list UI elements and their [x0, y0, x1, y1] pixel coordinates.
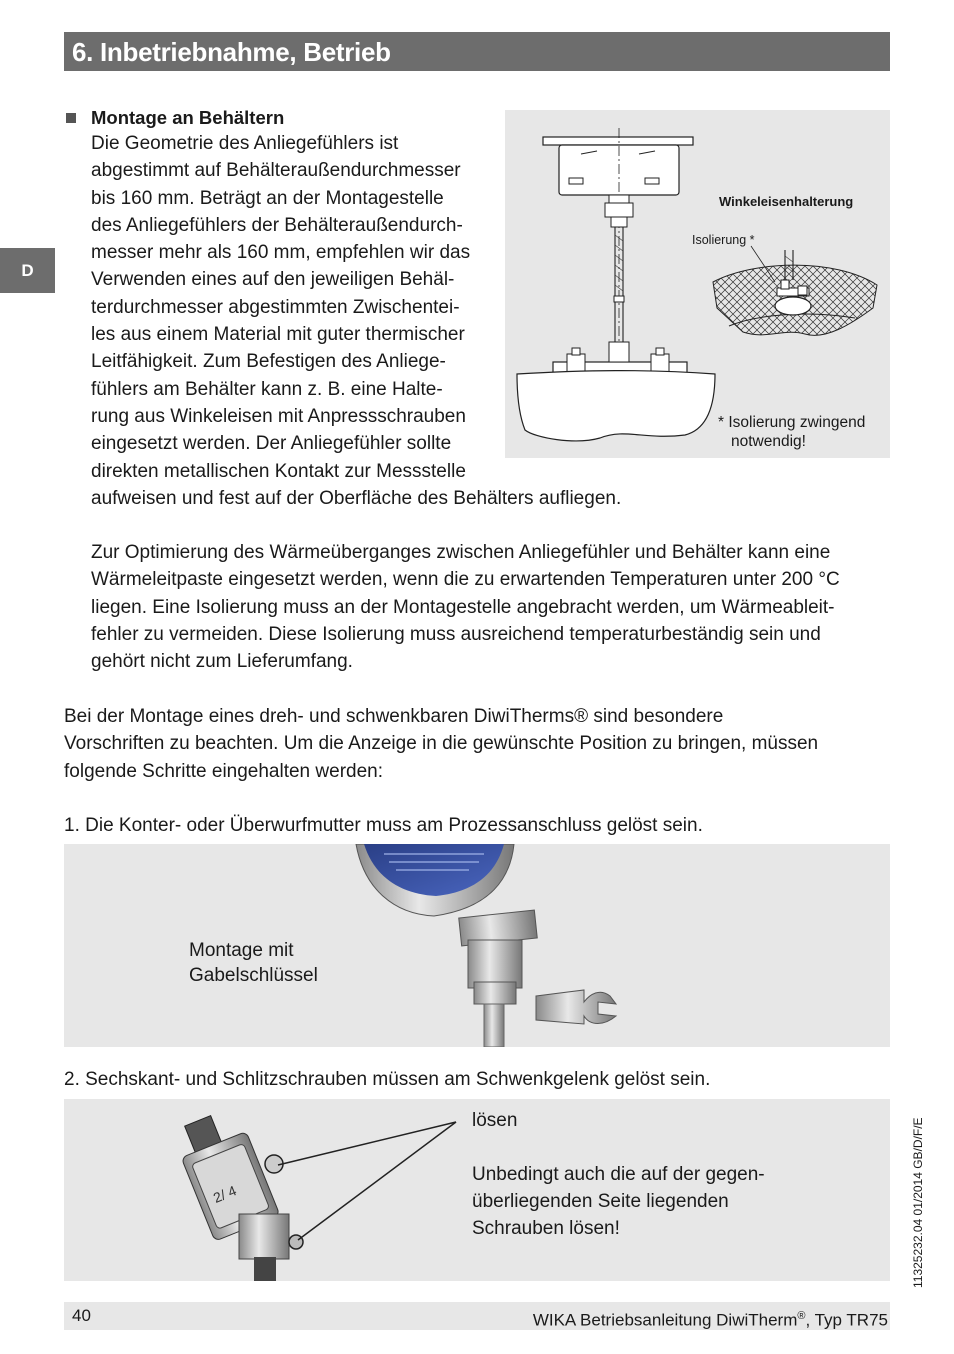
note-insulation-mandatory — [718, 413, 865, 451]
registered-mark: ® — [797, 1310, 806, 1322]
paragraph-heat-transfer — [91, 539, 840, 675]
text-line: Leitfähigkeit. Zum Befestigen des Anliege- — [91, 351, 446, 373]
text-line: des Anliegefühlers der Behälteraußendurch- — [91, 214, 463, 236]
wrench-caption — [189, 938, 318, 988]
note-line: Schrauben lösen! — [472, 1218, 620, 1239]
text-line: Bei der Montage eines dreh- und schwenkbaren DiwiTherms® sind besondere — [64, 706, 724, 727]
paragraph-swivel-instructions — [64, 703, 818, 785]
text-line: eingesetzt werden. Der Anliegefühler sollte — [91, 433, 452, 455]
text-line: Wärmeleitpaste eingesetzt werden, wenn die zu erwartenden Temperaturen unter 200 °C — [91, 569, 840, 591]
caption-line: Gabelschlüssel — [189, 965, 318, 986]
step-2-text: 2. Sechskant- und Schlitzschrauben müssen am Schwenkgelenk gelöst sein. — [64, 1069, 711, 1090]
text-line: abgestimmt auf Behälteraußendurchmesser — [91, 160, 461, 182]
svg-text:2/ 4: 2/ 4 — [210, 1182, 239, 1206]
text-line: les aus einem Material mit guter thermischer — [91, 324, 465, 346]
document-number: 11325232.04 01/2014 GB/D/F/E — [911, 1117, 925, 1288]
manual-title-prefix: WIKA Betriebsanleitung DiwiTherm — [532, 1310, 798, 1330]
language-tab — [0, 248, 55, 293]
note-line: * Isolierung zwingend — [718, 414, 866, 431]
text-line: direkten metallischen Kontakt zur Messstelle — [91, 460, 466, 482]
text-line: Vorschriften zu beachten. Um die Anzeige in die gewünschte Position zu bringen, müssen — [64, 733, 819, 755]
note-line: überliegenden Seite liegenden — [472, 1191, 729, 1212]
label-insulation: Isolierung * — [692, 233, 755, 247]
manual-title-suffix: , Typ TR75 — [805, 1310, 888, 1330]
text-line: folgende Schritte eingehalten werden: — [64, 760, 384, 782]
figure-wrench-mounting — [64, 844, 890, 1047]
text-line: Verwenden eines auf den jeweiligen Behäl- — [91, 269, 455, 291]
language-tab-label: D — [21, 261, 34, 280]
figure-vessel-mounting — [505, 110, 890, 458]
text-line: Zur Optimierung des Wärmeüberganges zwischen Anliegefühler und Behälter kann eine — [91, 542, 831, 563]
text-line: fehler zu vermeiden. Diese Isolierung muss ausreichend temperaturbeständig sein und — [91, 623, 821, 645]
page-title: 6. Inbetriebnahme, Betrieb — [72, 37, 391, 67]
note-line: Unbedingt auch die auf der gegen- — [472, 1164, 765, 1185]
manual-title — [533, 1306, 888, 1331]
vessel-mounting-drawing — [505, 110, 890, 458]
wrench-photo-illustration — [64, 844, 890, 1047]
page-number: 40 — [72, 1306, 91, 1325]
text-line: rung aus Winkeleisen mit Anpressschrauben — [91, 405, 466, 427]
text-line: gehört nicht zum Lieferumfang. — [91, 651, 353, 673]
caption-line: Montage mit — [189, 940, 294, 961]
text-line: bis 160 mm. Beträgt an der Montagestelle — [91, 187, 444, 209]
text-line: fühlers am Behälter kann z. B. eine Halte- — [91, 378, 443, 400]
text-line: aufweisen und fest auf der Oberfläche des Behälters aufliegen. — [91, 487, 622, 509]
step-1-text: 1. Die Konter- oder Überwurfmutter muss am Prozessanschluss gelöst sein. — [64, 815, 703, 836]
note-opposite-side — [472, 1161, 765, 1242]
text-line: liegen. Eine Isolierung muss an der Montagestelle angebracht werden, um Wärmeableit- — [91, 596, 835, 618]
label-angle-bracket: Winkeleisenhalterung — [719, 194, 854, 209]
text-line: Die Geometrie des Anliegefühlers ist — [91, 133, 399, 154]
label-loosen: lösen — [472, 1110, 518, 1131]
note-line: notwendig! — [731, 433, 806, 450]
section-title: Montage an Behältern — [91, 107, 285, 128]
text-line: terdurchmesser abgestimmten Zwischentei- — [91, 296, 460, 318]
text-line: messer mehr als 160 mm, empfehlen wir das — [91, 242, 471, 264]
figure-swivel-joint — [64, 1099, 890, 1281]
bullet-square-icon — [66, 113, 76, 123]
